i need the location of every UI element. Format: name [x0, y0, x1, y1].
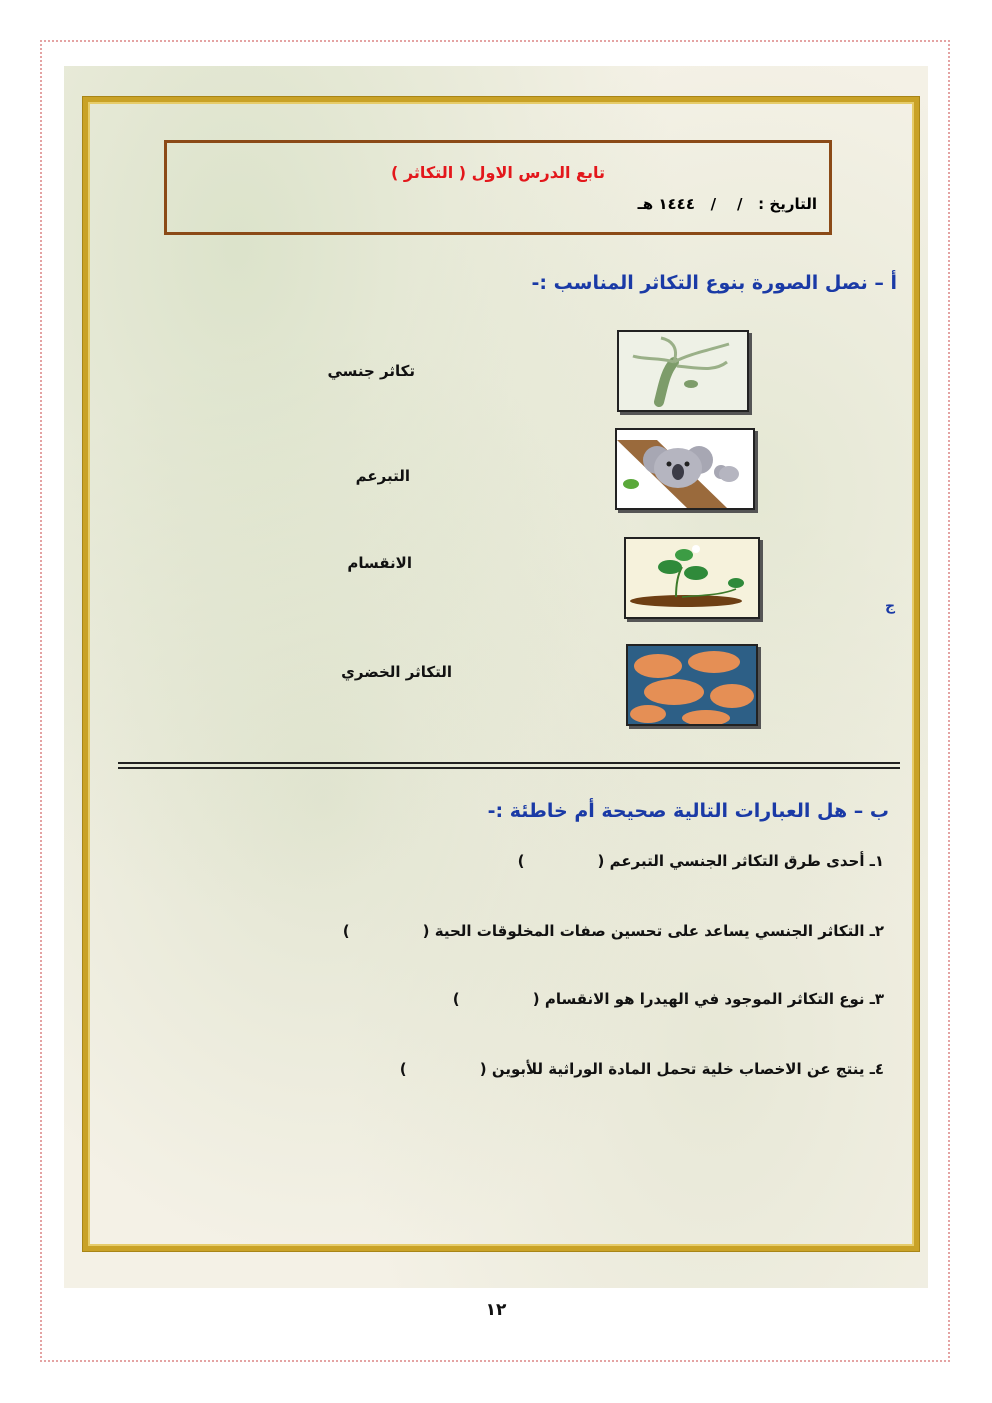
option-sexual-reproduction: تكاثر جنسي	[327, 362, 415, 380]
statement-3: ٣ـ نوع التكاثر الموجود في الهيدرا هو الانقسام ( )	[452, 990, 884, 1008]
section-divider-top	[118, 762, 900, 764]
koala-icon	[617, 430, 753, 508]
section-b-heading: ب – هل العبارات التالية صحيحة أم خاطئة :-	[487, 800, 889, 822]
statement-1: ١ـ أحدى طرق التكاثر الجنسي التبرعم ( )	[517, 852, 884, 870]
stray-letter: ج	[885, 598, 896, 614]
lesson-title: تابع الدرس الاول ( التكاثر )	[391, 163, 605, 182]
option-division: الانقسام	[347, 554, 412, 572]
cells-dividing-image	[626, 644, 758, 726]
option-budding: التبرعم	[355, 467, 410, 485]
bacteria-cells-icon	[628, 646, 756, 724]
hydra-icon	[619, 332, 747, 410]
date-line: التاريخ : / / ١٤٤٤ هـ	[637, 195, 817, 213]
lesson-title-box	[164, 140, 832, 235]
page-number: ١٢	[485, 1300, 507, 1320]
statement-2: ٢ـ التكاثر الجنسي يساعد على تحسين صفات المخلوقات الحية ( )	[342, 922, 884, 940]
section-divider-bottom	[118, 767, 900, 769]
section-a-heading: أ – نصل الصورة بنوع التكاثر المناسب :-	[531, 272, 897, 294]
plant-runner-icon	[626, 539, 758, 617]
strawberry-plant-image	[624, 537, 760, 619]
option-vegetative: التكاثر الخضري	[341, 663, 452, 681]
hydra-image	[617, 330, 749, 412]
statement-4: ٤ـ ينتج عن الاخصاب خلية تحمل المادة الوراثية للأبوين ( )	[399, 1060, 884, 1078]
koala-image	[615, 428, 755, 510]
